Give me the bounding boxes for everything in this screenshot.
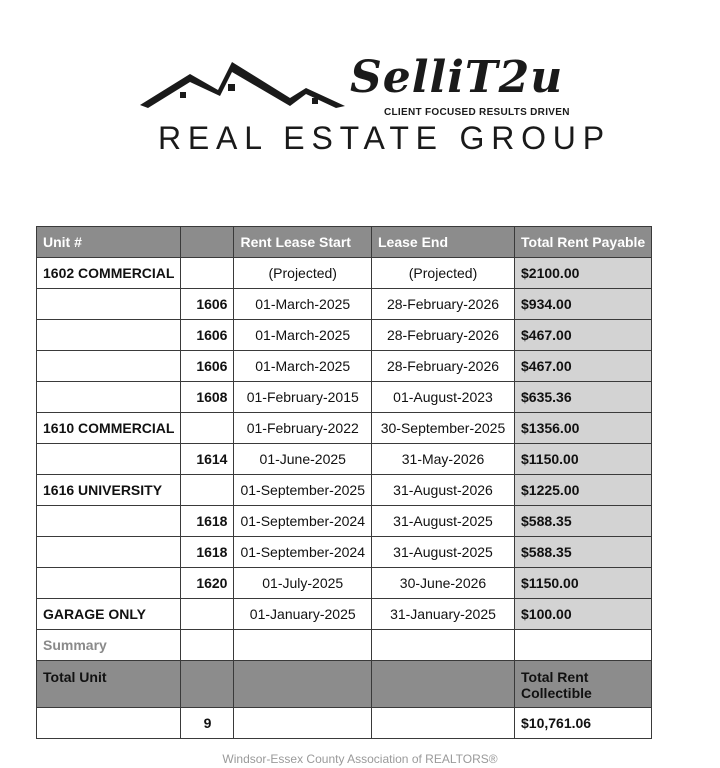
house-roofs-icon [140,50,350,120]
total-rent-cell: $1150.00 [515,568,652,599]
rent-table [36,226,652,739]
lease-start-cell: 01-March-2025 [234,320,372,351]
lease-start-cell: 01-June-2025 [234,444,372,475]
empty-cell [234,708,372,739]
empty-cell [372,630,515,661]
unit-cell [37,568,181,599]
empty-cell [372,708,515,739]
total-unit-label: Total Unit [37,661,181,708]
total-rent-cell: $635.36 [515,382,652,413]
header-lease-start: Rent Lease Start [234,227,372,258]
header-unit: Unit # [37,227,181,258]
lease-end-cell: 28-February-2026 [372,320,515,351]
total-rent-cell: $1356.00 [515,413,652,444]
table-row [37,351,652,382]
footer-text: Windsor-Essex County Association of REALTORS® [222,752,498,766]
total-unit-count: 9 [181,708,234,739]
table-row [37,444,652,475]
sub-unit-cell [181,475,234,506]
brand-tagline: CLIENT FOCUSED RESULTS DRIVEN [384,107,570,118]
lease-start-cell: 01-July-2025 [234,568,372,599]
total-rent-cell: $934.00 [515,289,652,320]
unit-cell [37,320,181,351]
lease-start-cell: 01-February-2015 [234,382,372,413]
sub-unit-cell: 1614 [181,444,234,475]
lease-end-cell: 31-January-2025 [372,599,515,630]
sub-unit-cell: 1618 [181,506,234,537]
summary-label: Summary [37,630,181,661]
sub-unit-cell: 1606 [181,351,234,382]
unit-cell: GARAGE ONLY [37,599,181,630]
empty-cell [181,630,234,661]
lease-end-cell: 31-August-2026 [372,475,515,506]
lease-start-cell: 01-February-2022 [234,413,372,444]
table-row [37,413,652,444]
table-row [37,258,652,289]
lease-start-cell: 01-January-2025 [234,599,372,630]
unit-cell [37,351,181,382]
sub-unit-cell [181,258,234,289]
lease-start-cell: 01-March-2025 [234,289,372,320]
empty-cell [234,661,372,708]
empty-cell [234,630,372,661]
sub-unit-cell: 1606 [181,289,234,320]
total-rent-cell: $2100.00 [515,258,652,289]
lease-start-cell: 01-September-2024 [234,506,372,537]
lease-end-cell: 28-February-2026 [372,351,515,382]
brand-group-name: REAL ESTATE GROUP [158,120,611,156]
table-row [37,506,652,537]
lease-end-cell: 31-August-2025 [372,537,515,568]
unit-cell [37,289,181,320]
table-row [37,320,652,351]
sub-unit-cell: 1606 [181,320,234,351]
lease-end-cell: 31-August-2025 [372,506,515,537]
lease-end-cell: 30-September-2025 [372,413,515,444]
unit-cell [37,506,181,537]
table-row [37,382,652,413]
unit-cell: 1602 COMMERCIAL [37,258,181,289]
sub-unit-cell: 1618 [181,537,234,568]
sub-unit-cell [181,413,234,444]
total-rent-cell: $1225.00 [515,475,652,506]
brand-logo [0,0,720,210]
brand-script-name: SelliT2u [350,52,564,103]
total-rent-cell: $588.35 [515,537,652,568]
empty-cell [37,708,181,739]
empty-cell [372,661,515,708]
table-row [37,289,652,320]
table-header-row [37,227,652,258]
unit-cell [37,444,181,475]
table-row [37,599,652,630]
table-row [37,568,652,599]
total-header-row [37,661,652,708]
sub-unit-cell: 1608 [181,382,234,413]
total-rent-value: $10,761.06 [515,708,652,739]
lease-start-cell: 01-September-2024 [234,537,372,568]
total-rent-cell: $467.00 [515,351,652,382]
unit-cell: 1616 UNIVERSITY [37,475,181,506]
empty-cell [515,630,652,661]
lease-end-cell: 01-August-2023 [372,382,515,413]
lease-start-cell: (Projected) [234,258,372,289]
total-rent-cell: $100.00 [515,599,652,630]
unit-cell: 1610 COMMERCIAL [37,413,181,444]
table-row [37,537,652,568]
totals-row [37,708,652,739]
lease-end-cell: 31-May-2026 [372,444,515,475]
lease-start-cell: 01-September-2025 [234,475,372,506]
total-rent-cell: $1150.00 [515,444,652,475]
total-rent-cell: $588.35 [515,506,652,537]
unit-cell [37,382,181,413]
sub-unit-cell [181,599,234,630]
header-total-rent: Total Rent Payable [515,227,652,258]
total-rent-collectible-label [515,661,652,708]
total-rent-cell: $467.00 [515,320,652,351]
lease-end-cell: (Projected) [372,258,515,289]
lease-start-cell: 01-March-2025 [234,351,372,382]
empty-cell [181,661,234,708]
summary-row [37,630,652,661]
sub-unit-cell: 1620 [181,568,234,599]
lease-end-cell: 28-February-2026 [372,289,515,320]
unit-cell [37,537,181,568]
total-rent-label-line2: Collectible [521,685,592,701]
lease-end-cell: 30-June-2026 [372,568,515,599]
total-rent-label-line1: Total Rent [521,669,589,685]
header-sub-unit [181,227,234,258]
table-row [37,475,652,506]
header-lease-end: Lease End [372,227,515,258]
